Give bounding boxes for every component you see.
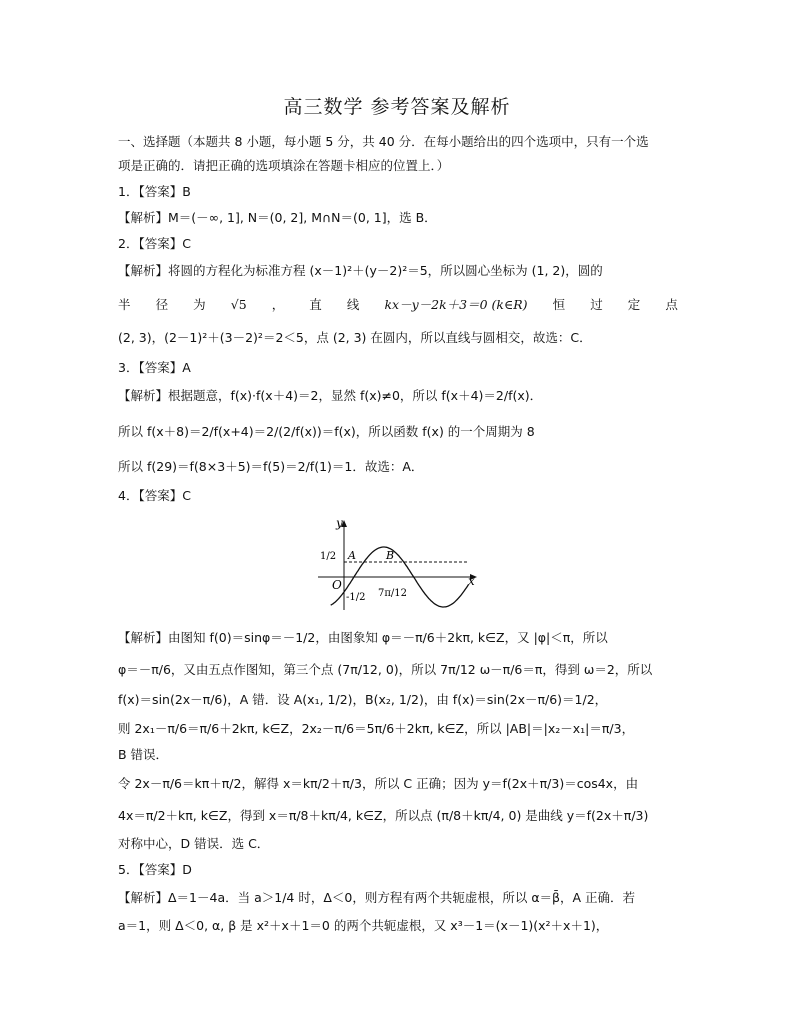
q1-answer: 1．【答案】B <box>118 184 191 199</box>
q4-analysis-line-3: f(x)＝sin(2x－π/6)，A 错．设 A(x₁, 1/2)，B(x₂, 1/2)，由 f(x)＝sin(2x－π/6)＝1/2， <box>118 692 608 707</box>
q2-word: 径 <box>155 297 169 312</box>
q5-answer: 5．【答案】D <box>118 862 192 877</box>
q2-analysis-line-3: (2, 3)，(2－1)²＋(3－2)²＝2＜5，点 (2, 3) 在圆内，所以直线与圆相交，故选：C． <box>118 330 592 345</box>
point-b-label: B <box>386 549 395 562</box>
page-title: 高三数学 参考答案及解析 <box>283 96 511 118</box>
point-a-label: A <box>348 549 356 562</box>
q4-analysis-line-2: φ＝－π/6，又由五点作图知，第三个点 (7π/12, 0)，所以 7π/12 ω－π/6＝π，得到 ω＝2，所以 <box>118 662 653 677</box>
y-axis-label: y <box>336 516 343 530</box>
q4-analysis-line-8: 对称中心，D 错误．选 C． <box>118 836 270 851</box>
y-tick-neg-half: -1/2 <box>346 592 366 603</box>
q2-analysis-line-1: 【解析】将圆的方程化为标准方程 (x－1)²＋(y－2)²＝5，所以圆心坐标为 (1, 2)，圆的 <box>118 263 603 278</box>
sine-graph <box>314 514 484 614</box>
x-tick-label: 7π/12 <box>378 588 408 599</box>
q3-analysis-line-3: 所以 f(29)＝f(8×3＋5)＝f(5)＝2/f(1)＝1．故选：A． <box>118 459 424 474</box>
q2-word: 半 <box>118 297 131 312</box>
q4-analysis-line-6: 令 2x－π/6＝kπ＋π/2，解得 x＝kπ/2＋π/3，所以 C 正确；因为 y＝f(2x＋π/3)＝cos4x，由 <box>118 776 639 791</box>
q4-answer: 4．【答案】C <box>118 488 191 503</box>
q2-word: ， <box>271 297 285 312</box>
section-intro-line-1: 一、选择题（本题共 8 小题，每小题 5 分，共 40 分．在每小题给出的四个选项中，只有一个选 <box>118 134 649 149</box>
q2-word: 直 <box>309 297 322 312</box>
q2-word: 恒 <box>552 297 566 312</box>
section-intro-line-2: 项是正确的．请把正确的选项填涂在答题卡相应的位置上．） <box>118 158 450 173</box>
x-axis-label: x <box>468 574 475 588</box>
q4-analysis-line-5: B 错误． <box>118 747 169 762</box>
q2-line-equation: kx－y－2k＋3＝0 (k∈R) <box>384 297 528 312</box>
y-tick-half: 1/2 <box>320 551 337 562</box>
q2-word: 定 <box>627 297 641 312</box>
q4-analysis-line-7: 4x＝π/2＋kπ, k∈Z，得到 x＝π/8＋kπ/4, k∈Z，所以点 (π/8＋kπ/4, 0) 是曲线 y＝f(2x＋π/3) <box>118 808 649 823</box>
q2-word: 过 <box>590 297 603 312</box>
q5-analysis-line-1: 【解析】Δ＝1－4a．当 a＞1/4 时，Δ＜0，则方程有两个共轭虚根，所以 α＝β̄，A 正确．若 <box>118 890 636 905</box>
q2-word: 线 <box>346 297 360 312</box>
q3-answer: 3．【答案】A <box>118 360 191 375</box>
q4-analysis-line-1: 【解析】由图知 f(0)＝sinφ＝－1/2，由图象知 φ＝－π/6＋2kπ, k∈Z，又 |φ|＜π，所以 <box>118 630 608 645</box>
q2-analysis-line-2 <box>118 295 678 315</box>
q2-word: 点 <box>665 297 678 312</box>
q4-analysis-line-4: 则 2x₁－π/6＝π/6＋2kπ, k∈Z，2x₂－π/6＝5π/6＋2kπ, k∈Z，所以 |AB|＝|x₂－x₁|＝π/3， <box>118 721 635 736</box>
q5-analysis-line-2: a＝1，则 Δ＜0, α, β 是 x²＋x＋1＝0 的两个共轭虚根，又 x³－1＝(x－1)(x²＋x＋1)， <box>118 918 609 933</box>
origin-label: O <box>332 578 342 592</box>
q1-analysis: 【解析】M＝(－∞, 1], N＝(0, 2], M∩N＝(0, 1]，选 B． <box>118 210 437 225</box>
q3-analysis-line-2: 所以 f(x＋8)＝2/f(x+4)＝2/(2/f(x))＝f(x)，所以函数 f(x) 的一个周期为 8 <box>118 424 535 439</box>
q2-word: 为 <box>193 297 206 312</box>
q3-analysis-line-1: 【解析】根据题意，f(x)·f(x＋4)＝2，显然 f(x)≠0，所以 f(x＋4)＝2/f(x)． <box>118 388 543 403</box>
q2-answer: 2．【答案】C <box>118 236 191 251</box>
q2-sqrt-five: √5 <box>230 297 247 312</box>
